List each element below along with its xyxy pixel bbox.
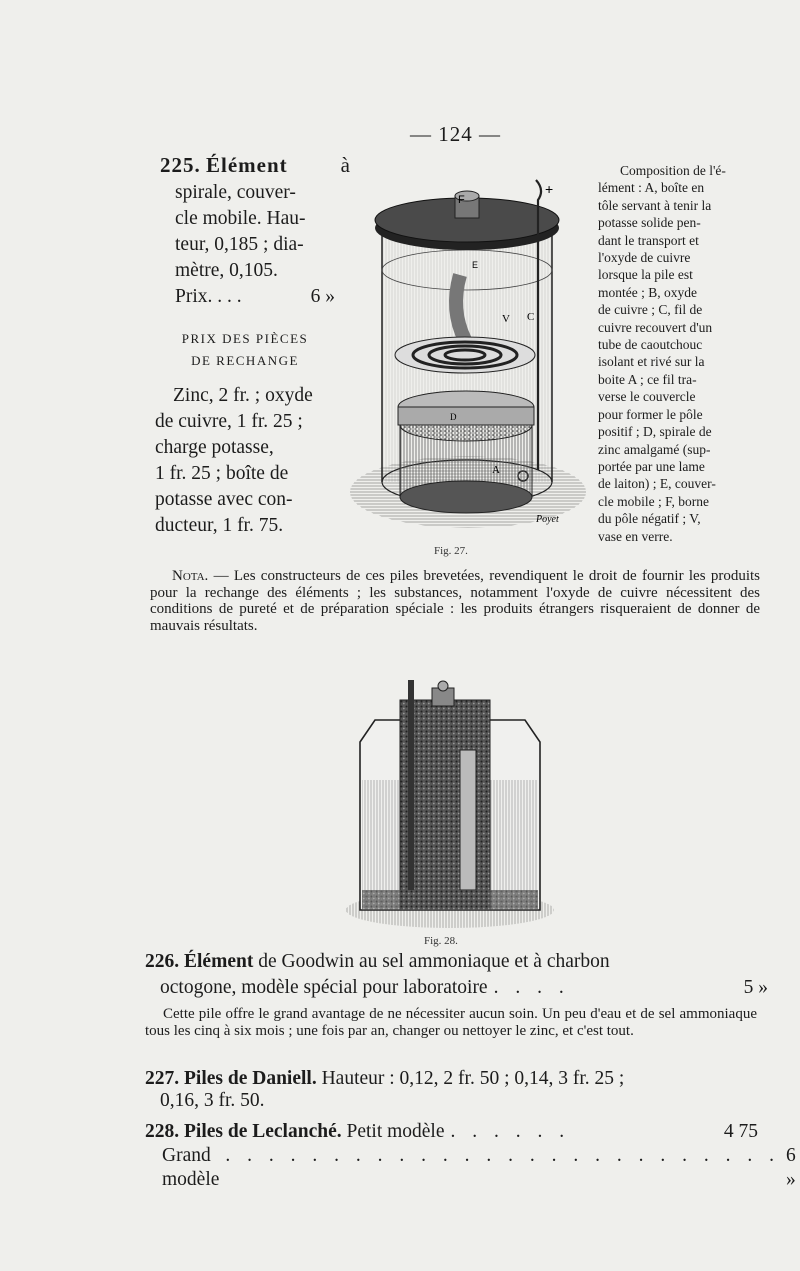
spares-subheading [165, 328, 325, 372]
composition-line: dant le transport et [598, 232, 699, 248]
spares-line: potasse avec con- [155, 489, 293, 510]
spares-subheading-line: PRIX DES PIÈCES [181, 331, 309, 346]
item-226-description: Cette pile offre le grand avantage de ne nécessiter aucun soin. Un peu d'eau et de sel ammoniaque tous les cinq à six mois ; une fois par an, changer ou nettoyer le zinc, et c'est tout. [145, 1006, 757, 1039]
composition-line: portée par une lame [598, 458, 705, 474]
item-225-line: cle mobile. Hau- [175, 208, 306, 229]
leader-dots: . . . . [493, 977, 570, 998]
composition-line: cuivre recouvert d'un [598, 319, 713, 335]
composition-line: du pôle négatif ; V, [598, 511, 701, 527]
composition-line: de laiton) ; E, couver- [598, 476, 716, 492]
composition-line: cle mobile ; F, borne [598, 493, 710, 509]
item-226-price-row [160, 976, 768, 1000]
item-227-line1: Hauteur : 0,12, 2 fr. 50 ; 0,14, 3 fr. 25 ; [316, 1068, 625, 1089]
item-228-title: Piles de Leclanché. [184, 1121, 342, 1142]
label-V: V [502, 313, 510, 325]
leader-dots: . . . . . . [450, 1121, 571, 1142]
item-226-line1: de Goodwin au sel ammoniaque et à charbon [253, 951, 610, 972]
composition-line: verse le couvercle [598, 389, 696, 405]
composition-line: zinc amalgamé (sup- [598, 441, 711, 457]
composition-line: l'oxyde de cuivre [598, 250, 691, 266]
spares-line: Zinc, 2 fr. ; oxyde [173, 385, 313, 406]
item-228-grand-label: Grand modèle [162, 1145, 220, 1190]
composition-line: Composition de l'é- [620, 163, 726, 178]
composition-line: boite A ; ce fil tra- [598, 371, 697, 387]
spares-line: charge potasse, [155, 437, 274, 458]
item-228-number: 228. [145, 1121, 180, 1142]
item-227-number: 227. [145, 1068, 180, 1089]
composition-line: vase en verre. [598, 528, 673, 544]
item-225-price-row [155, 284, 335, 310]
item-225-price-value: 6 » [310, 286, 335, 307]
item-226-heading [145, 950, 757, 974]
item-226-price: 5 » [743, 977, 768, 998]
item-225-number: 225. [160, 153, 201, 177]
engraver-signature: Poyet [536, 514, 559, 525]
item-228-grand-price: 6 » [786, 1145, 796, 1190]
label-plus: + [545, 181, 554, 197]
item-225-description [155, 180, 335, 310]
label-F: F [458, 194, 465, 206]
item-228-small-label: Petit modèle [341, 1121, 445, 1142]
composition-line: lorsque la pile est [598, 267, 693, 283]
page-number: — 124 — [410, 122, 501, 146]
nota-label: Nota. [172, 568, 209, 584]
composition-line: positif ; D, spirale de [598, 424, 712, 440]
item-225-price-label: Prix. . . . [175, 286, 242, 307]
label-C: C [527, 311, 535, 323]
item-226-line2: octogone, modèle spécial pour laboratoire [160, 977, 488, 998]
item-228-small-row [145, 1120, 758, 1144]
composition-line: de cuivre ; C, fil de [598, 302, 703, 318]
spares-line: 1 fr. 25 ; boîte de [155, 463, 289, 484]
composition-line: lément : A, boîte en [598, 180, 705, 196]
composition-legend [598, 162, 760, 545]
composition-line: potasse solide pen- [598, 215, 701, 231]
item-228-grand-row [162, 1144, 796, 1192]
item-227-title: Piles de Daniell. [184, 1068, 317, 1089]
item-226-number: 226. [145, 951, 180, 972]
terminal-rod [408, 680, 414, 890]
composition-line: pour former le pôle [598, 406, 703, 422]
spares-prices [155, 383, 337, 539]
fig-27-caption: Fig. 27. [434, 545, 468, 557]
item-225-line: mètre, 0,105. [175, 260, 278, 281]
composition-line: tôle servant à tenir la [598, 197, 712, 213]
item-225-line: teur, 0,185 ; dia- [175, 234, 304, 255]
item-225-title: Élément [206, 153, 288, 177]
item-225-title-rest: à [340, 153, 350, 177]
leader-dots: . . . . . . . . . . . . . . . . . . . . . . . . . . [225, 1145, 781, 1166]
spares-line: de cuivre, 1 fr. 25 ; [155, 411, 303, 432]
nota-paragraph [150, 568, 760, 634]
label-D: D [450, 412, 457, 422]
fig-27-illustration [340, 170, 598, 540]
composition-line: isolant et rivé sur la [598, 354, 705, 370]
item-225-heading [160, 152, 360, 178]
fig-28-caption: Fig. 28. [424, 935, 458, 947]
spares-line: ducteur, 1 fr. 75. [155, 515, 284, 536]
composition-line: tube de caoutchouc [598, 337, 703, 353]
item-227-line2: 0,16, 3 fr. 50. [160, 1090, 265, 1111]
spares-subheading-line: DE RECHANGE [191, 353, 299, 368]
item-225-line: spirale, couver- [175, 182, 296, 203]
nota-text: — Les constructeurs de ces piles brevetées, revendiquent le droit de fournir les produits pour la rechange des éléments ; les substances, notamment l'oxyde de cuivre nécessitent des conditions de pureté et de préparation spéciale : les produits étrangers risqueraient de donner de mauvais résultats. [150, 568, 760, 634]
item-226-title: Élément [184, 951, 254, 972]
label-A: A [492, 464, 500, 476]
fig-28-illustration [340, 660, 560, 932]
item-228-small-price: 4 75 [723, 1121, 758, 1142]
label-E: E [472, 260, 479, 270]
item-227-heading [145, 1067, 757, 1091]
composition-line: montée ; B, oxyde [598, 284, 697, 300]
zinc-rod [460, 750, 476, 890]
